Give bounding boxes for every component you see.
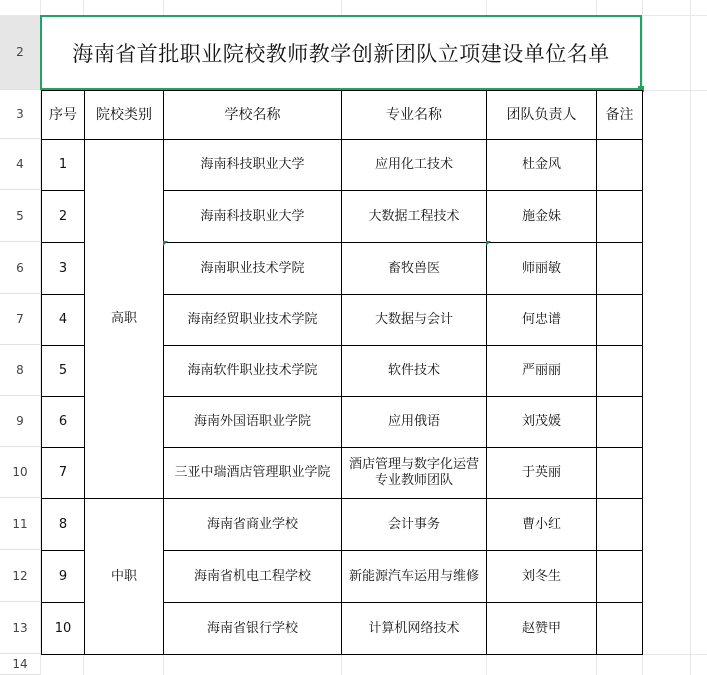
major-cell[interactable]: 畜牧兽医: [342, 243, 487, 295]
note-cell[interactable]: [597, 499, 643, 551]
cell-comment-marker: [163, 241, 168, 246]
major-cell[interactable]: 大数据与会计: [342, 295, 487, 346]
gridline-col-7: [690, 0, 691, 675]
major-cell[interactable]: 酒店管理与数字化运营专业教师团队: [342, 448, 487, 499]
note-cell[interactable]: [597, 448, 643, 499]
leader-cell[interactable]: 赵赞甲: [487, 603, 597, 655]
school-cell[interactable]: 海南软件职业技术学院: [164, 346, 342, 397]
seq-cell[interactable]: 3: [42, 243, 85, 295]
category-cell[interactable]: 高职: [85, 140, 164, 499]
leader-cell[interactable]: 于英丽: [487, 448, 597, 499]
table-row: [42, 140, 643, 191]
note-cell[interactable]: [597, 295, 643, 346]
leader-cell[interactable]: 曹小红: [487, 499, 597, 551]
school-cell[interactable]: 海南科技职业大学: [164, 140, 342, 191]
major-cell[interactable]: 应用化工技术: [342, 140, 487, 191]
row-header-9[interactable]: 11: [0, 498, 40, 550]
school-cell[interactable]: 海南省商业学校: [164, 499, 342, 551]
header-cell[interactable]: 团队负责人: [487, 91, 597, 140]
seq-cell[interactable]: 4: [42, 295, 85, 346]
note-cell[interactable]: [597, 243, 643, 295]
cell-comment-marker: [486, 241, 491, 246]
school-cell[interactable]: 海南职业技术学院: [164, 243, 342, 295]
seq-cell[interactable]: 7: [42, 448, 85, 499]
header-row: [42, 91, 643, 140]
leader-cell[interactable]: 何忠谱: [487, 295, 597, 346]
header-cell[interactable]: 院校类别: [85, 91, 164, 140]
note-cell[interactable]: [597, 551, 643, 603]
seq-cell[interactable]: 5: [42, 346, 85, 397]
seq-cell[interactable]: 9: [42, 551, 85, 603]
row-header-7[interactable]: 9: [0, 396, 40, 447]
leader-cell[interactable]: 施金妹: [487, 191, 597, 243]
seq-cell[interactable]: 8: [42, 499, 85, 551]
school-cell[interactable]: 海南省银行学校: [164, 603, 342, 655]
leader-cell[interactable]: 严丽丽: [487, 346, 597, 397]
major-cell[interactable]: 会计事务: [342, 499, 487, 551]
major-cell[interactable]: 新能源汽车运用与维修: [342, 551, 487, 603]
leader-cell[interactable]: 杜金风: [487, 140, 597, 191]
header-cell[interactable]: 序号: [42, 91, 85, 140]
row-header-4[interactable]: 6: [0, 242, 40, 294]
row-header-10[interactable]: 12: [0, 550, 40, 602]
note-cell[interactable]: [597, 191, 643, 243]
header-cell[interactable]: 备注: [597, 91, 643, 140]
school-cell[interactable]: 海南省机电工程学校: [164, 551, 342, 603]
title-cell-selected[interactable]: [40, 15, 642, 90]
school-cell[interactable]: 海南科技职业大学: [164, 191, 342, 243]
table-row: [42, 499, 643, 551]
row-header-8[interactable]: 10: [0, 447, 40, 498]
school-cell[interactable]: 海南经贸职业技术学院: [164, 295, 342, 346]
row-header-0[interactable]: 2: [0, 15, 40, 90]
row-header-1[interactable]: 3: [0, 90, 40, 139]
major-cell[interactable]: 应用俄语: [342, 397, 487, 448]
row-header-6[interactable]: 8: [0, 345, 40, 396]
row-header-5[interactable]: 7: [0, 294, 40, 345]
major-cell[interactable]: 计算机网络技术: [342, 603, 487, 655]
row-header-3[interactable]: 5: [0, 190, 40, 242]
seq-cell[interactable]: 10: [42, 603, 85, 655]
header-cell[interactable]: 学校名称: [164, 91, 342, 140]
note-cell[interactable]: [597, 140, 643, 191]
note-cell[interactable]: [597, 397, 643, 448]
leader-cell[interactable]: 师丽敏: [487, 243, 597, 295]
note-cell[interactable]: [597, 603, 643, 655]
row-header-12[interactable]: 14: [0, 654, 40, 675]
header-cell[interactable]: 专业名称: [342, 91, 487, 140]
school-cell[interactable]: 三亚中瑞酒店管理职业学院: [164, 448, 342, 499]
seq-cell[interactable]: 2: [42, 191, 85, 243]
major-cell[interactable]: 软件技术: [342, 346, 487, 397]
seq-cell[interactable]: 6: [42, 397, 85, 448]
category-cell[interactable]: 中职: [85, 499, 164, 655]
seq-cell[interactable]: 1: [42, 140, 85, 191]
major-cell[interactable]: 大数据工程技术: [342, 191, 487, 243]
data-table: [41, 90, 643, 655]
note-cell[interactable]: [597, 346, 643, 397]
leader-cell[interactable]: 刘冬生: [487, 551, 597, 603]
sheet-title: 海南省首批职业院校教师教学创新团队立项建设单位名单: [72, 41, 610, 66]
school-cell[interactable]: 海南外国语职业学院: [164, 397, 342, 448]
row-header-11[interactable]: 13: [0, 602, 40, 654]
row-header-2[interactable]: 4: [0, 139, 40, 190]
leader-cell[interactable]: 刘茂媛: [487, 397, 597, 448]
